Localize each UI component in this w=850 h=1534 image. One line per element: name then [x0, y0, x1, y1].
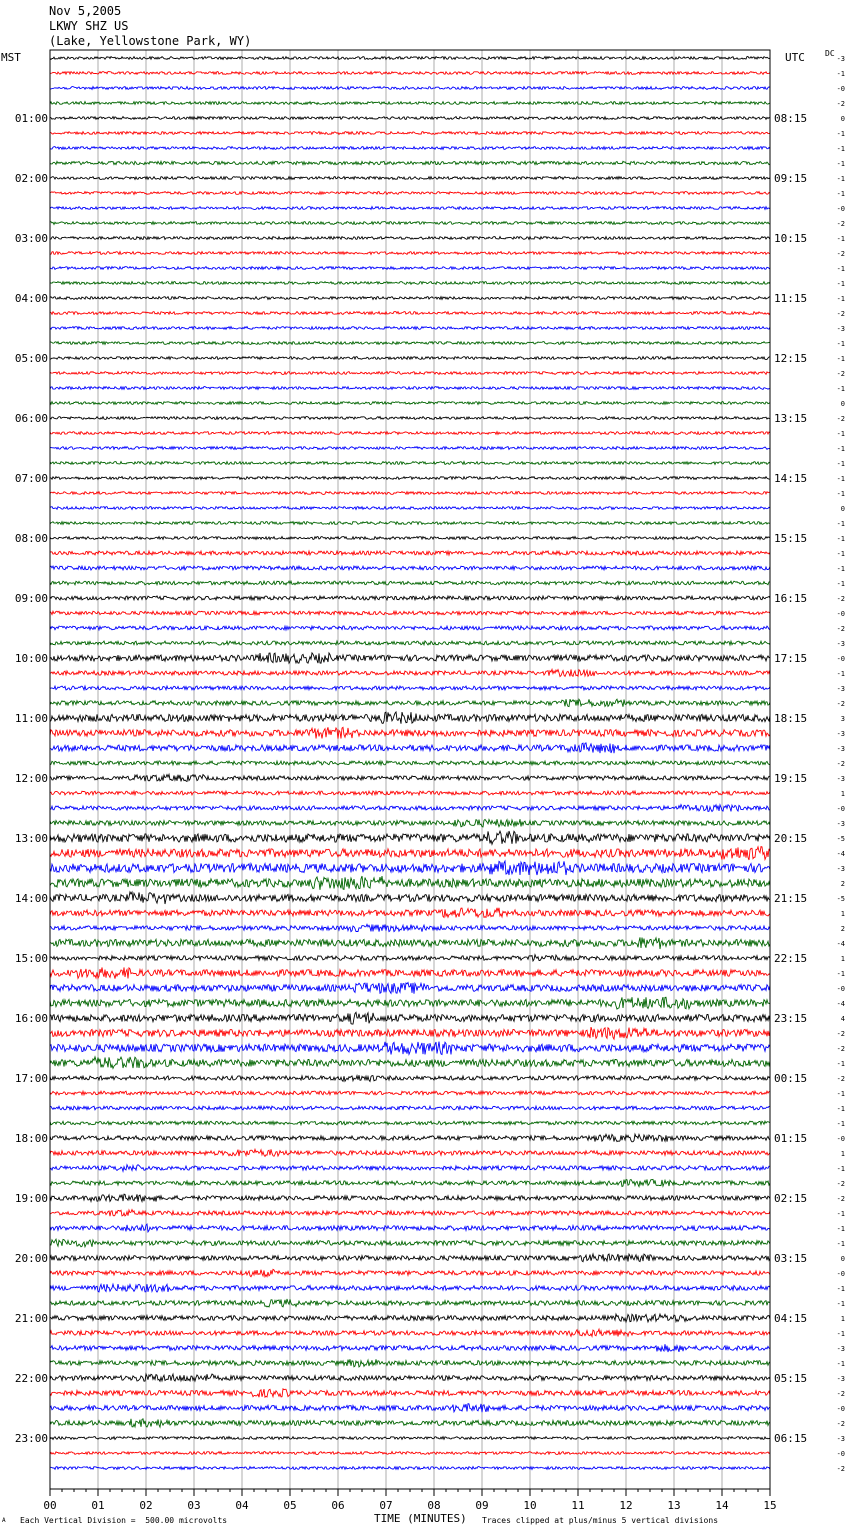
dc-offset-label: -1	[836, 385, 845, 393]
trace-row-10	[50, 207, 770, 210]
utc-hour-label: 06:15	[774, 1432, 808, 1445]
trace-row-21	[50, 372, 770, 375]
trace-row-59	[50, 937, 770, 949]
trace-row-45	[50, 727, 770, 738]
dc-offset-label: 1	[840, 1315, 845, 1323]
dc-offset-label: -1	[836, 175, 845, 183]
trace-row-71	[50, 1121, 770, 1125]
dc-offset-label: -1	[836, 1285, 845, 1293]
minute-tick-label: 03	[187, 1499, 201, 1512]
trace-row-85	[50, 1329, 770, 1336]
dc-offset-label: -2	[836, 625, 845, 633]
mst-hour-label: 14:00	[14, 892, 48, 905]
utc-hour-label: 10:15	[774, 232, 808, 245]
dc-offset-label: -1	[836, 430, 845, 438]
trace-row-3	[50, 102, 770, 105]
left-timezone-label: MST	[1, 51, 21, 64]
dc-offset-label: -2	[836, 700, 845, 708]
trace-row-40	[50, 653, 770, 663]
trace-row-11	[50, 222, 770, 225]
trace-row-20	[50, 357, 770, 360]
record-date: Nov 5,2005	[49, 4, 122, 18]
mst-hour-label: 09:00	[14, 592, 48, 605]
trace-row-0	[50, 57, 770, 60]
clip-note: Traces clipped at plus/minus 5 vertical divisions	[482, 1516, 719, 1525]
scale-note: Each Vertical Division = 500.00 microvolts	[20, 1516, 228, 1525]
dc-offset-label: -1	[836, 535, 845, 543]
dc-offset-label: -1	[836, 235, 845, 243]
dc-offset-label: -1	[836, 970, 845, 978]
minute-tick-label: 01	[91, 1499, 105, 1512]
minute-tick-label: 12	[619, 1499, 633, 1512]
trace-row-44	[50, 712, 770, 724]
dc-offset-label: -4	[836, 850, 845, 858]
utc-hour-label: 00:15	[774, 1072, 808, 1085]
utc-hour-label: 03:15	[774, 1252, 808, 1265]
dc-offset-label: -2	[836, 250, 845, 258]
dc-offset-label: -0	[836, 655, 845, 663]
trace-row-88	[50, 1374, 770, 1381]
dc-offset-label: -0	[836, 985, 845, 993]
dc-offset-label: -1	[836, 130, 845, 138]
trace-row-5	[50, 132, 770, 135]
minute-tick-label: 06	[331, 1499, 345, 1512]
utc-hour-label: 02:15	[774, 1192, 808, 1205]
dc-offset-label: -1	[836, 565, 845, 573]
dc-offset-label: -1	[836, 1090, 845, 1098]
trace-row-73	[50, 1149, 770, 1156]
utc-hour-label: 22:15	[774, 952, 808, 965]
trace-row-38	[50, 626, 770, 630]
trace-row-86	[50, 1344, 770, 1352]
trace-row-49	[50, 791, 770, 795]
trace-row-81	[50, 1269, 770, 1276]
dc-offset-label: -1	[836, 1330, 845, 1338]
trace-row-41	[50, 669, 770, 676]
trace-row-63	[50, 997, 770, 1009]
dc-offset-label: -1	[836, 670, 845, 678]
dc-offset-label: 1	[840, 910, 845, 918]
dc-offset-label: -0	[836, 1270, 845, 1278]
dc-offset-label: -3	[836, 1345, 845, 1353]
trace-row-22	[50, 387, 770, 390]
trace-row-26	[50, 447, 770, 450]
dc-offset-label: -1	[836, 1165, 845, 1173]
dc-offset-label: -0	[836, 1450, 845, 1458]
utc-hour-label: 20:15	[774, 832, 808, 845]
minute-tick-label: 07	[379, 1499, 393, 1512]
trace-row-90	[50, 1404, 770, 1413]
trace-row-77	[50, 1210, 770, 1217]
mst-hour-label: 05:00	[14, 352, 48, 365]
dc-offset-label: -1	[836, 1240, 845, 1248]
dc-offset-label: -0	[836, 205, 845, 213]
minute-tick-label: 13	[667, 1499, 681, 1512]
dc-offset-label: -1	[836, 265, 845, 273]
trace-row-12	[50, 237, 770, 240]
trace-row-76	[50, 1194, 770, 1202]
utc-hour-label: 09:15	[774, 172, 808, 185]
dc-offset-label: -2	[836, 1420, 845, 1428]
trace-row-29	[50, 492, 770, 495]
dc-offset-label: -0	[836, 1135, 845, 1143]
mst-hour-label: 19:00	[14, 1192, 48, 1205]
trace-row-34	[50, 566, 770, 570]
trace-row-43	[50, 699, 770, 707]
minute-tick-label: 05	[283, 1499, 297, 1512]
minute-tick-label: 04	[235, 1499, 249, 1512]
mst-hour-label: 23:00	[14, 1432, 48, 1445]
trace-row-7	[50, 161, 770, 164]
dc-offset-label: -0	[836, 610, 845, 618]
dc-offset-label: 0	[840, 1255, 845, 1263]
trace-row-92	[50, 1437, 770, 1440]
trace-row-42	[50, 686, 770, 690]
trace-row-65	[50, 1027, 770, 1039]
dc-offset-label: 3	[840, 715, 845, 723]
dc-offset-label: -3	[836, 1435, 845, 1443]
trace-row-36	[50, 596, 770, 600]
minute-tick-label: 15	[763, 1499, 777, 1512]
mst-hour-label: 22:00	[14, 1372, 48, 1385]
trace-row-39	[50, 641, 770, 645]
x-axis-title: TIME (MINUTES)	[374, 1512, 467, 1525]
dc-offset-label: -1	[836, 1360, 845, 1368]
dc-offset-label: -1	[836, 550, 845, 558]
time-axis	[43, 1489, 776, 1512]
utc-hour-label: 12:15	[774, 352, 808, 365]
trace-row-46	[50, 743, 770, 753]
dc-offset-label: -1	[836, 70, 845, 78]
dc-offset-label: -2	[836, 1180, 845, 1188]
dc-offset-label: 4	[840, 1015, 845, 1023]
dc-offset-labels	[837, 55, 845, 1473]
trace-row-93	[50, 1452, 770, 1455]
trace-row-8	[50, 177, 770, 180]
trace-row-31	[50, 522, 770, 525]
dc-offset-label: -1	[836, 475, 845, 483]
trace-row-57	[50, 908, 770, 918]
dc-offset-label: 2	[840, 925, 845, 933]
dc-offset-label: -2	[836, 1075, 845, 1083]
dc-offset-label: -1	[836, 145, 845, 153]
trace-row-62	[50, 983, 770, 994]
mst-hour-label: 07:00	[14, 472, 48, 485]
trace-row-24	[50, 417, 770, 420]
trace-row-79	[50, 1239, 770, 1247]
trace-row-23	[50, 402, 770, 405]
dc-offset-label: -3	[836, 55, 845, 63]
trace-row-51	[50, 819, 770, 827]
corner-mark: A	[2, 1517, 6, 1524]
dc-offset-label: -1	[836, 1105, 845, 1113]
mst-hour-label: 21:00	[14, 1312, 48, 1325]
dc-offset-label: -3	[836, 865, 845, 873]
trace-row-74	[50, 1165, 770, 1172]
dc-offset-label: -1	[836, 445, 845, 453]
mst-hour-label: 06:00	[14, 412, 48, 425]
trace-row-9	[50, 192, 770, 195]
dc-offset-label: -2	[836, 1195, 845, 1203]
dc-offset-label: -3	[836, 730, 845, 738]
utc-hour-label: 23:15	[774, 1012, 808, 1025]
dc-offset-label: -1	[836, 280, 845, 288]
mst-hour-label: 08:00	[14, 532, 48, 545]
trace-row-94	[50, 1467, 770, 1470]
minute-tick-label: 10	[523, 1499, 537, 1512]
mst-hour-label: 15:00	[14, 952, 48, 965]
dc-offset-label: -1	[836, 1120, 845, 1128]
dc-offset-label: -1	[836, 460, 845, 468]
trace-row-2	[50, 87, 770, 90]
minute-tick-label: 02	[139, 1499, 153, 1512]
utc-hour-label: 08:15	[774, 112, 808, 125]
dc-offset-label: -2	[836, 1045, 845, 1053]
dc-offset-label: 0	[840, 400, 845, 408]
dc-offset-label: -5	[836, 835, 845, 843]
trace-row-17	[50, 312, 770, 315]
utc-hour-label: 16:15	[774, 592, 808, 605]
dc-offset-label: -3	[836, 775, 845, 783]
utc-hour-label: 05:15	[774, 1372, 808, 1385]
trace-row-60	[50, 955, 770, 961]
trace-row-33	[50, 551, 770, 555]
mst-hour-label: 17:00	[14, 1072, 48, 1085]
dc-offset-label: -3	[836, 1375, 845, 1383]
trace-row-61	[50, 967, 770, 978]
dc-offset-label: -2	[836, 310, 845, 318]
dc-offset-label: -3	[836, 745, 845, 753]
trace-row-19	[50, 342, 770, 345]
trace-row-48	[50, 774, 770, 781]
trace-row-52	[50, 831, 770, 844]
trace-row-53	[50, 847, 770, 860]
trace-row-54	[50, 861, 770, 875]
dc-offset-label: 1	[840, 1150, 845, 1158]
trace-row-82	[50, 1284, 770, 1292]
utc-hour-label: 15:15	[774, 532, 808, 545]
trace-row-58	[50, 924, 770, 931]
dc-offset-label: 1	[840, 790, 845, 798]
trace-row-91	[50, 1419, 770, 1427]
dc-offset-label: -2	[836, 1030, 845, 1038]
trace-row-27	[50, 462, 770, 465]
trace-row-68	[50, 1075, 770, 1081]
dc-offset-label: -3	[836, 325, 845, 333]
dc-offset-label: -1	[836, 1060, 845, 1068]
dc-offset-label: -1	[836, 490, 845, 498]
dc-offset-label: 2	[840, 880, 845, 888]
utc-hour-label: 01:15	[774, 1132, 808, 1145]
trace-row-69	[50, 1091, 770, 1095]
trace-row-70	[50, 1106, 770, 1110]
utc-hour-label: 18:15	[774, 712, 808, 725]
dc-offset-label: -2	[836, 100, 845, 108]
trace-row-67	[50, 1057, 770, 1069]
trace-row-4	[50, 117, 770, 120]
trace-row-56	[50, 892, 770, 904]
station-location: (Lake, Yellowstone Park, WY)	[49, 34, 252, 48]
dc-offset-label: -1	[836, 160, 845, 168]
trace-row-75	[50, 1179, 770, 1186]
trace-row-87	[50, 1359, 770, 1367]
mst-hour-label: 02:00	[14, 172, 48, 185]
trace-row-18	[50, 327, 770, 330]
dc-offset-label: -3	[836, 685, 845, 693]
trace-row-72	[50, 1134, 770, 1142]
mst-hour-label: 13:00	[14, 832, 48, 845]
trace-row-15	[50, 282, 770, 285]
right-timezone-label: UTC	[785, 51, 805, 64]
dc-offset-label: -2	[836, 1390, 845, 1398]
utc-hour-label: 13:15	[774, 412, 808, 425]
mst-hour-label: 10:00	[14, 652, 48, 665]
dc-offset-label: 0	[840, 505, 845, 513]
trace-row-32	[50, 537, 770, 540]
minute-tick-label: 08	[427, 1499, 441, 1512]
dc-offset-label: -1	[836, 355, 845, 363]
trace-row-30	[50, 507, 770, 510]
dc-offset-label: -5	[836, 895, 845, 903]
station-code: LKWY SHZ US	[49, 19, 129, 33]
mst-hour-label: 12:00	[14, 772, 48, 785]
dc-offset-label: 0	[840, 115, 845, 123]
trace-row-28	[50, 477, 770, 480]
mst-hour-label: 04:00	[14, 292, 48, 305]
dc-offset-label: -1	[836, 295, 845, 303]
dc-offset-label: 1	[840, 955, 845, 963]
dc-offset-label: -1	[836, 190, 845, 198]
dc-offset-label: -4	[836, 940, 845, 948]
trace-row-47	[50, 761, 770, 765]
utc-hour-label: 17:15	[774, 652, 808, 665]
dc-offset-label: -0	[836, 85, 845, 93]
dc-offset-label: -3	[836, 640, 845, 648]
utc-hour-label: 19:15	[774, 772, 808, 785]
trace-row-80	[50, 1254, 770, 1262]
dc-offset-label: -2	[836, 760, 845, 768]
dc-offset-label: -2	[836, 415, 845, 423]
minute-tick-label: 00	[43, 1499, 57, 1512]
dc-offset-label: -0	[836, 805, 845, 813]
trace-row-14	[50, 267, 770, 270]
utc-hour-label: 21:15	[774, 892, 808, 905]
dc-offset-label: -1	[836, 1300, 845, 1308]
dc-offset-label: -1	[836, 580, 845, 588]
trace-row-89	[50, 1389, 770, 1397]
dc-offset-label: -2	[836, 370, 845, 378]
dc-offset-label: -2	[836, 595, 845, 603]
dc-offset-label: -3	[836, 820, 845, 828]
mst-hour-label: 18:00	[14, 1132, 48, 1145]
trace-row-35	[50, 581, 770, 585]
trace-row-6	[50, 147, 770, 150]
mst-hour-label: 01:00	[14, 112, 48, 125]
trace-row-78	[50, 1224, 770, 1232]
mst-hour-label: 16:00	[14, 1012, 48, 1025]
seismic-traces	[50, 57, 770, 1470]
trace-row-25	[50, 432, 770, 435]
mst-hour-label: 11:00	[14, 712, 48, 725]
dc-header: DC	[825, 49, 835, 58]
minute-tick-label: 11	[571, 1499, 585, 1512]
utc-hour-label: 11:15	[774, 292, 808, 305]
trace-row-16	[50, 297, 770, 300]
mst-hour-label: 20:00	[14, 1252, 48, 1265]
minute-tick-label: 14	[715, 1499, 729, 1512]
dc-offset-label: -4	[836, 1000, 845, 1008]
mst-hour-label: 03:00	[14, 232, 48, 245]
minute-tick-label: 09	[475, 1499, 489, 1512]
trace-row-1	[50, 72, 770, 75]
dc-offset-label: -0	[836, 1405, 845, 1413]
dc-offset-label: -1	[836, 1210, 845, 1218]
trace-row-55	[50, 876, 770, 890]
trace-row-13	[50, 252, 770, 255]
dc-offset-label: -1	[836, 520, 845, 528]
dc-offset-label: -2	[836, 220, 845, 228]
trace-row-83	[50, 1299, 770, 1307]
utc-hour-label: 04:15	[774, 1312, 808, 1325]
trace-row-66	[50, 1042, 770, 1055]
trace-row-84	[50, 1314, 770, 1322]
dc-offset-label: -1	[836, 1225, 845, 1233]
dc-offset-label: -2	[836, 1465, 845, 1473]
utc-hour-label: 14:15	[774, 472, 808, 485]
trace-row-50	[50, 805, 770, 812]
trace-row-37	[50, 611, 770, 615]
dc-offset-label: -1	[836, 340, 845, 348]
trace-row-64	[50, 1012, 770, 1024]
